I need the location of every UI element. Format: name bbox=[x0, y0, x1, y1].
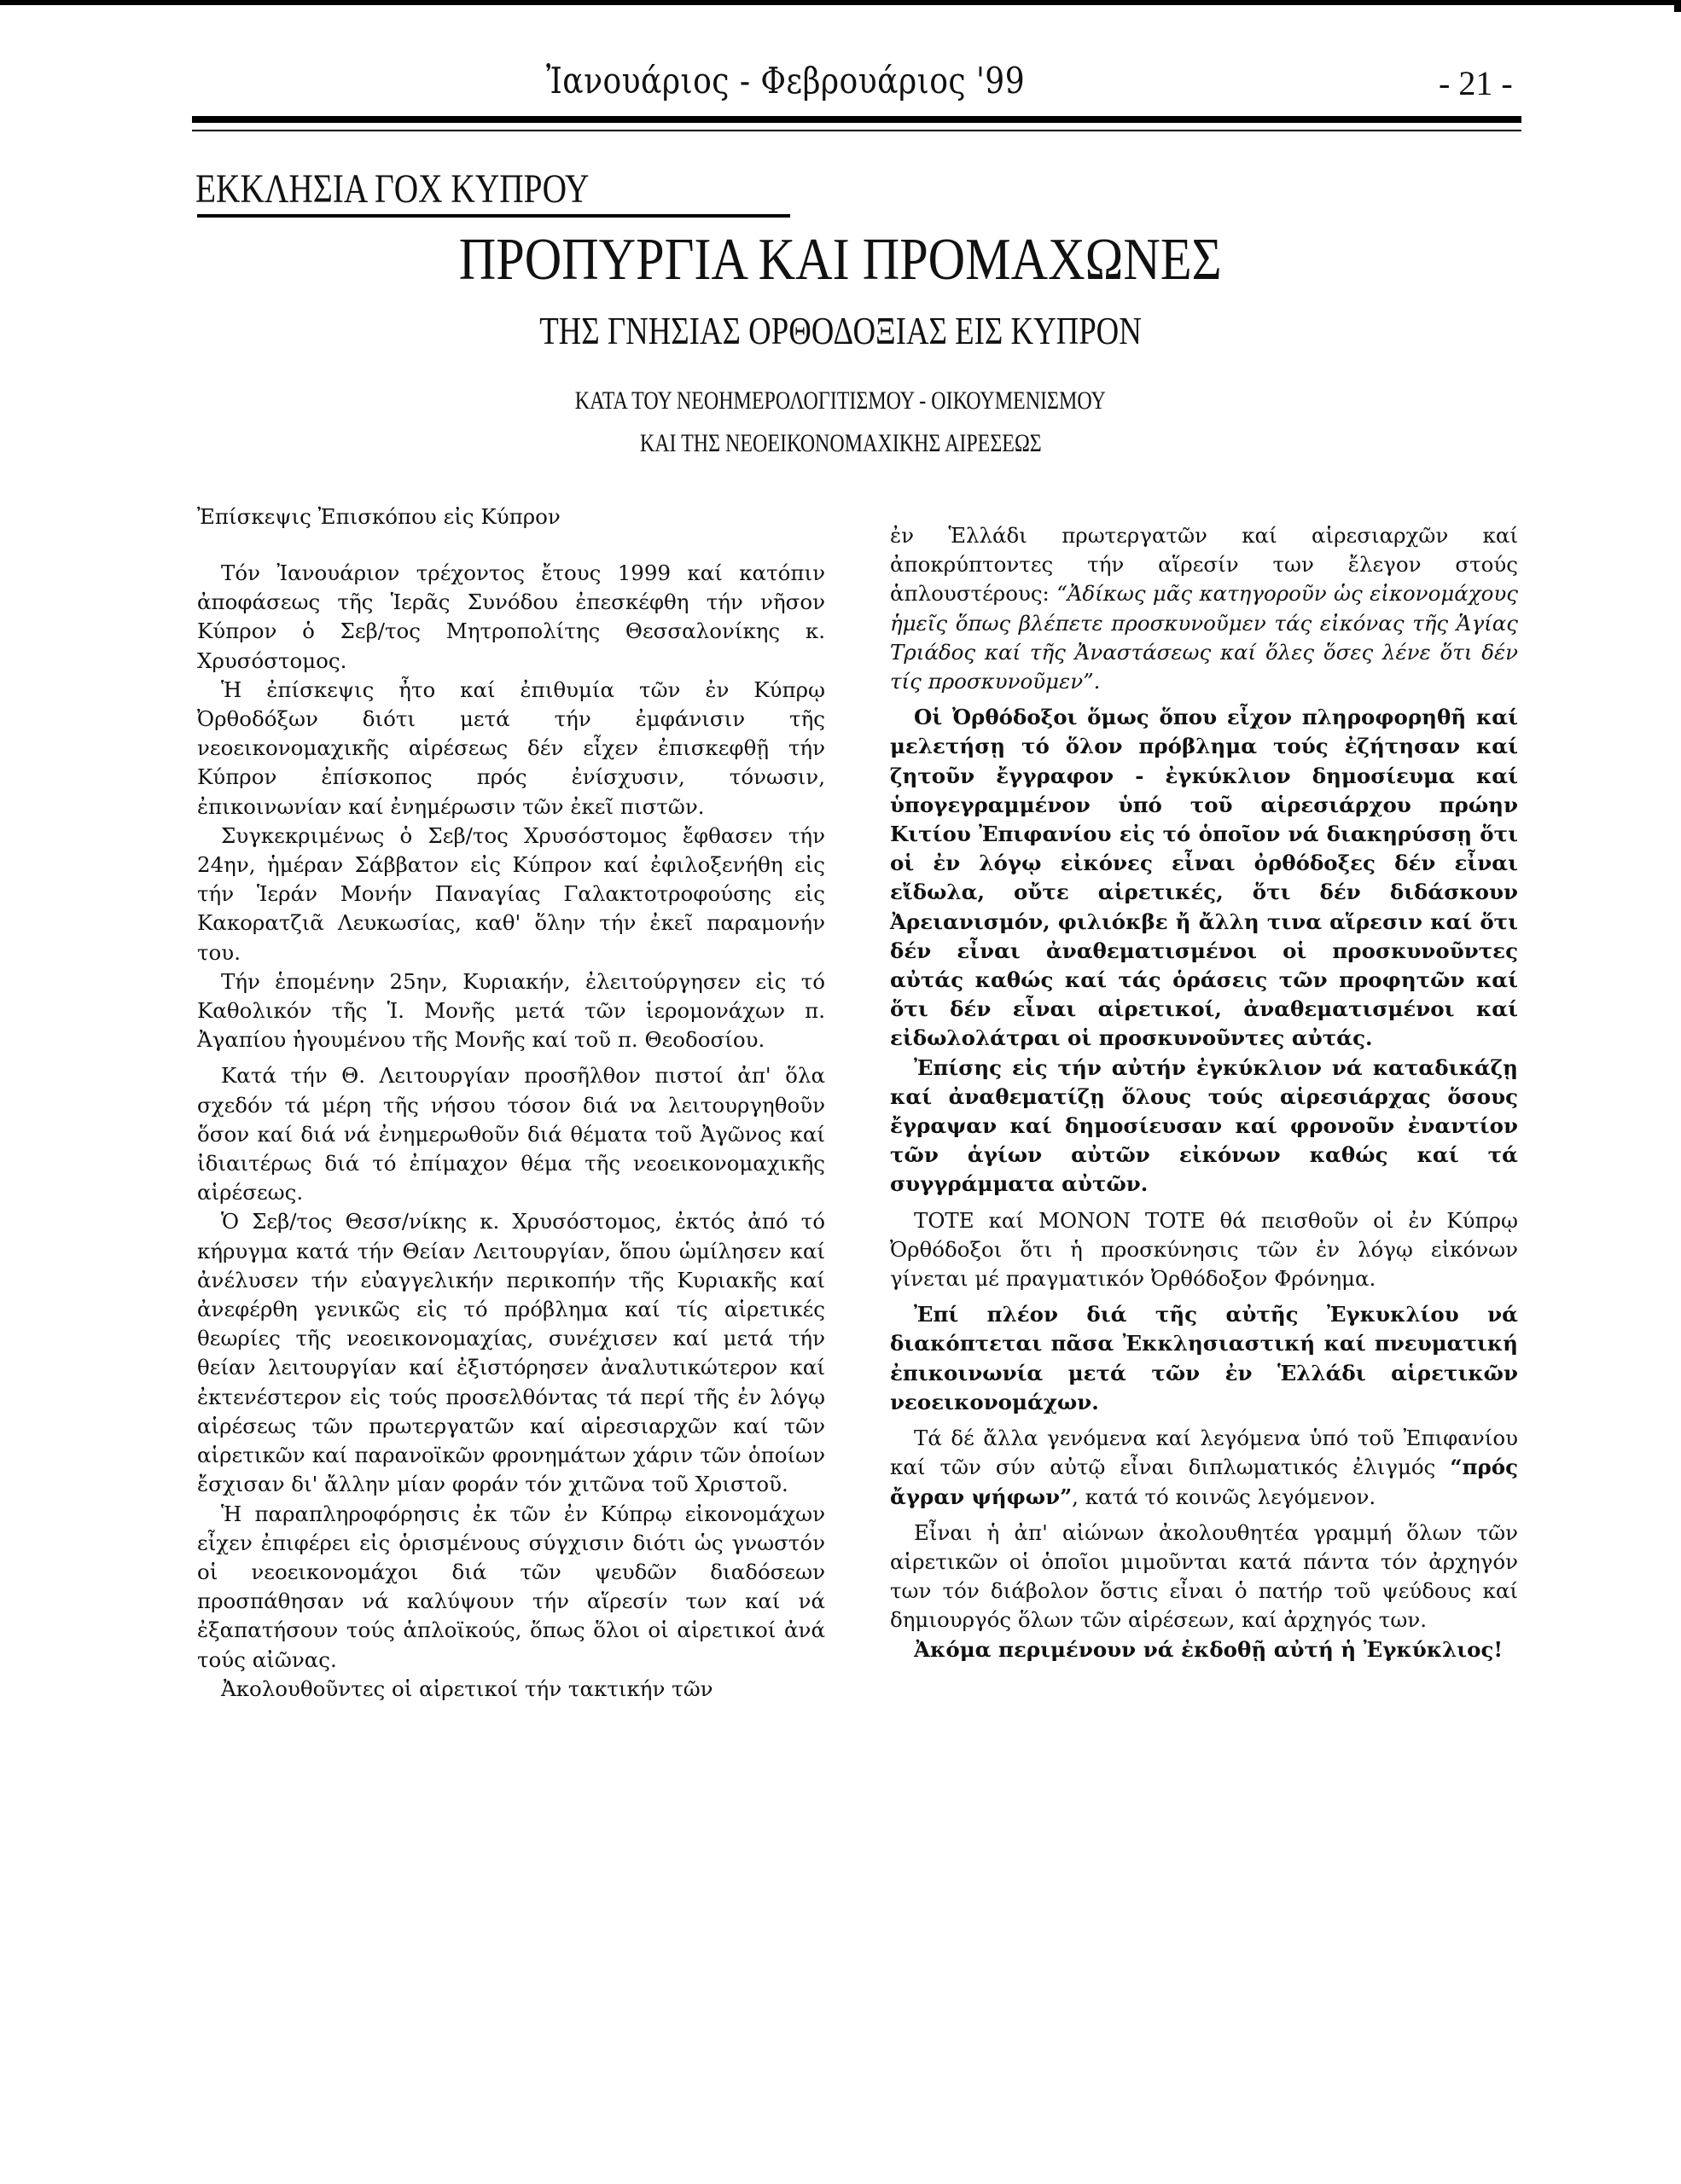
paragraph: Ὁ Σεβ/τος Θεσσ/νίκης κ. Χρυσόστομος, ἐκτός ἀπό τό κήρυγμα κατά τήν Θείαν Λειτουργίαν, ὅπου ὡμίλησεν καί ἀνέλυσεν τήν εὐαγγελικήν περικοπήν τῆς Κυριακῆς καί ἀνεφέρθη γενικῶς εἰς τό πρόβλημα καί τίς αἱρετικές θεωρίες τῆς νεοεικονομαχίας, συνέχισεν καί μετά τήν θείαν λειτουργίαν καί ἐξιστόρησεν ἀναλυτικώτερον καί ἐκτενέστερον εἰς τούς προσελθόντας τά περί τῆς ἐν λόγῳ αἱρέσεως τῶν πρωτεργατῶν καί αἱρεσιαρχῶν καί τῶν αἱρετικῶν καί παρανοϊκῶν φρονημάτων χάριν τῶν ὁποίων ἔσχισαν δι' ἄλλην μίαν φοράν τόν χιτῶνα τοῦ Χριστοῦ. bbox=[197, 1209, 825, 1497]
bold-text-run: Ἐπί πλέον διά τῆς αὐτῆς Ἐγκυκλίου νά διακόπτεται πᾶσα Ἐκκλησιαστική καί πνευματική ἐπικοινωνία μετά τῶν ἐν Ἑλλάδι αἱρετικῶν νεοεικονομάχων. bbox=[890, 1302, 1518, 1414]
text-run: , κατά τό κοινῶς λεγόμενον. bbox=[1072, 1484, 1376, 1509]
article-title bbox=[0, 226, 1681, 294]
paragraph bbox=[890, 521, 1518, 696]
bold-text-run: “πρός ἄγραν ψήφων” bbox=[890, 1455, 1518, 1509]
paragraph: Ἀκολουθοῦντες οἱ αἱρετικοί τήν τακτικήν τῶν bbox=[221, 1676, 713, 1701]
paragraph: Τόν Ἰανουάριον τρέχοντος ἔτους 1999 καί κατόπιν ἀποφάσεως τῆς Ἱερᾶς Συνόδου ἐπεσκέφθη τήν νῆσον Κύπρον ὁ Σεβ/τος Μητροπολίτης Θεσσαλονίκης κ. Χρυσόστομος. bbox=[197, 561, 825, 673]
article-title-text: ΠΡΟΠΥΡΓΙΑ ΚΑΙ ΠΡΟΜΑΧΩΝΕΣ bbox=[459, 227, 1222, 293]
section-kicker: ΕΚΚΛΗΣΙΑ ΓΟΧ ΚΥΠΡΟΥ bbox=[195, 166, 590, 212]
scan-border-top bbox=[0, 0, 1675, 5]
bold-text-run: Οἱ Ὀρθόδοξοι ὅμως ὅπου εἶχον πληροφορηθῆ καί μελετήσῃ τό ὅλον πρόβλημα τούς ἐζήτησαν καί ζητοῦν ἔγγραφον - ἐγκύκλιον δημοσίευμα καί ὑπογεγραμμένον ὑπό τοῦ αἱρεσιάρχου πρώην Κιτίου Ἐπιφανίου εἰς τό ὁποῖον νά διακηρύσσῃ ὅτι οἱ ἐν λόγῳ εἰκόνες εἶναι ὀρθόδοξες δέν εἶναι εἴδωλα, οὔτε αἱρετικές, ὅτι δέν διδάσκουν Ἀρειανισμόν, φιλιόκβε ἤ ἄλλη τινα αἵρεσιν καί ὅτι δέν εἶναι ἀναθεματισμένοι οἱ προσκυνοῦντες αὐτάς καθώς καί τάς ὁράσεις τῶν προφητῶν καί ὅτι δέν εἶναι αἱρετικοί, ἀναθεματισμένοι καί εἰδωλολάτραι οἱ προσκυνοῦντες αὐτάς. bbox=[890, 705, 1518, 1051]
paragraph bbox=[890, 1054, 1518, 1199]
paragraph bbox=[890, 1519, 1518, 1635]
paragraph: Κατά τήν Θ. Λειτουργίαν προσῆλθον πιστοί ἀπ' ὅλα σχεδόν τά μέρη τῆς νήσου τόσον διά να λειτουργηθοῦν ὅσον καί διά νά ἐνημερωθοῦν διά θέματα τοῦ Ἀγῶνος καί ἰδιαιτέρως διά τό ἐπίμαχον θέμα τῆς νεοεικονομαχικῆς αἱρέσεως. bbox=[197, 1063, 825, 1205]
article-subtitle-text: ΤΗΣ ΓΝΗΣΙΑΣ ΟΡΘΟΔΟΞΙΑΣ ΕΙΣ ΚΥΠΡΟΝ bbox=[539, 309, 1142, 352]
header-rule-thick bbox=[192, 116, 1521, 123]
right-column bbox=[890, 521, 1518, 1664]
article-deck-line-2-text: ΚΑΙ ΤΗΣ ΝΕΟΕΙΚΟΝΟΜΑΧΙΚΗΣ ΑΙΡΕΣΕΩΣ bbox=[639, 429, 1042, 457]
section-heading: Ἐπίσκεψις Ἐπισκόπου εἰς Κύπρον bbox=[197, 504, 561, 529]
paragraph bbox=[890, 1424, 1518, 1512]
header-rule-thin bbox=[192, 130, 1521, 131]
article-subtitle bbox=[0, 308, 1681, 353]
bold-text-run: Ἀκόμα περιμένουν νά ἐκδοθῇ αὐτή ἡ Ἐγκύκλιος! bbox=[914, 1636, 1504, 1662]
paragraph bbox=[890, 703, 1518, 1053]
kicker-underline bbox=[197, 214, 790, 218]
text-run: ΤΟΤΕ καί ΜΟΝΟΝ ΤΟΤΕ θά πεισθοῦν οἱ ἐν Κύπρῳ Ὀρθόδοξοι ὅτι ἡ προσκύνησις τῶν ἐν λόγῳ εἰκόνων γίνεται μέ πραγματικόν Ὀρθόδοξον Φρόνημα. bbox=[890, 1207, 1518, 1292]
quoted-text-run: “Ἀδίκως μᾶς κατηγοροῦν ὡς εἰκονομάχους ἡμεῖς ὅπως βλέπετε προσκυνοῦμεν τάς εἰκόνας τῆς Ἁγίας Τριάδος καί τῆς Ἀναστάσεως καί ὅλες ὅσες λένε ὅτι δέν τίς προσκυνοῦμεν”. bbox=[890, 581, 1519, 694]
text-run: ἐν Ἑλλάδι πρωτεργατῶν καί αἱρεσιαρχῶν καί ἀποκρύπτοντες τήν αἵρεσίν των ἔλεγον στούς ἁπλουστέρους: bbox=[890, 523, 1518, 607]
paragraph: Τήν ἑπομένην 25ην, Κυριακήν, ἐλειτούργησεν εἰς τό Καθολικόν τῆς Ἱ. Μονῆς μετά τῶν ἱερομονάχων π. Ἀγαπίου ἡγουμένου τῆς Μονῆς καί τοῦ π. Θεοδοσίου. bbox=[197, 968, 825, 1053]
paragraph: Ἡ παραπληροφόρησις ἐκ τῶν ἐν Κύπρῳ εἰκονομάχων εἶχεν ἐπιφέρει εἰς ὁρισμένους σύγχισιν διότι ὡς γνωστόν οἱ νεοεικονομάχοι διά τῶν ψευδῶν διαδόσεων προσπάθησαν νά καλύψουν τήν αἵρεσίν των καί νά ἐξαπατήσουν τούς ἁπλοϊκούς, ὅπως ὅλοι οἱ αἱρετικοί ἀνά τούς αἰῶνας. bbox=[197, 1501, 825, 1672]
paragraph: Ἡ ἐπίσκεψις ἦτο καί ἐπιθυμία τῶν ἐν Κύπρῳ Ὀρθοδόξων διότι μετά τήν ἐμφάνισιν τῆς νεοεικονομαχικῆς αἱρέσεως δέν εἶχεν ἐπισκεφθῇ τήν Κύπρον ἐπίσκοπος πρός ἐνίσχυσιν, τόνωσιν, ἐπικοινωνίαν καί ἐνημέρωσιν τῶν ἐκεῖ πιστῶν. bbox=[197, 677, 825, 819]
text-run: Τά δέ ἄλλα γενόμενα καί λεγόμενα ὑπό τοῦ Ἐπιφανίου καί τῶν σύν αὐτῷ εἶναι διπλωματικός ἐλιγμός bbox=[890, 1426, 1518, 1480]
scan-border-corner bbox=[1674, 0, 1681, 12]
article-deck-line-1-text: ΚΑΤΑ ΤΟΥ ΝΕΟΗΜΕΡΟΛΟΓΙΤΙΣΜΟΥ - ΟΙΚΟΥΜΕΝΙΣΜΟΥ bbox=[574, 386, 1107, 415]
article-deck-line-1 bbox=[0, 386, 1681, 415]
paragraph bbox=[890, 1635, 1518, 1664]
left-column bbox=[197, 502, 825, 1704]
bold-text-run: Ἐπίσης εἰς τήν αὐτήν ἐγκύκλιον νά καταδικάζῃ καί ἀναθεματίζῃ ὅλους τούς αἱρεσιάρχας ὅσους ἔγραψαν καί δημοσίευσαν καί φρονοῦν ἐναντίον τῶν ἁγίων αὐτῶν εἰκόνων καθώς καί τά συγγράμματα αὐτῶν. bbox=[890, 1054, 1518, 1197]
page-number: - 21 - bbox=[1439, 64, 1513, 102]
paragraph bbox=[890, 1206, 1518, 1294]
text-run: Εἶναι ἡ ἀπ' αἰώνων ἀκολουθητέα γραμμή ὅλων τῶν αἱρετικῶν οἱ ὁποῖοι μιμοῦνται κατά πάντα τόν ἀρχηγόν των τόν διάβολον ὅστις εἶναι ὁ πατήρ τοῦ ψεύδους καί δημιουργός ὅλων τῶν αἱρέσεων, καί ἀρχηγός των. bbox=[890, 1519, 1518, 1633]
article-deck-line-2 bbox=[0, 429, 1681, 458]
paragraph bbox=[890, 1300, 1518, 1417]
paragraph: Συγκεκριμένως ὁ Σεβ/τος Χρυσόστομος ἔφθασεν τήν 24ην, ἡμέραν Σάββατον εἰς Κύπρον καί ἐφιλοξενήθη εἰς τήν Ἱεράν Μονήν Παναγίας Γαλακτοτροφούσης εἰς Κακορατζιᾶ Λευκωσίας, καθ' ὅλην τήν ἐκεῖ παραμονήν του. bbox=[197, 822, 825, 965]
running-header-title: Ἰανουάριος - Φεβρουάριος '99 bbox=[546, 60, 1026, 102]
